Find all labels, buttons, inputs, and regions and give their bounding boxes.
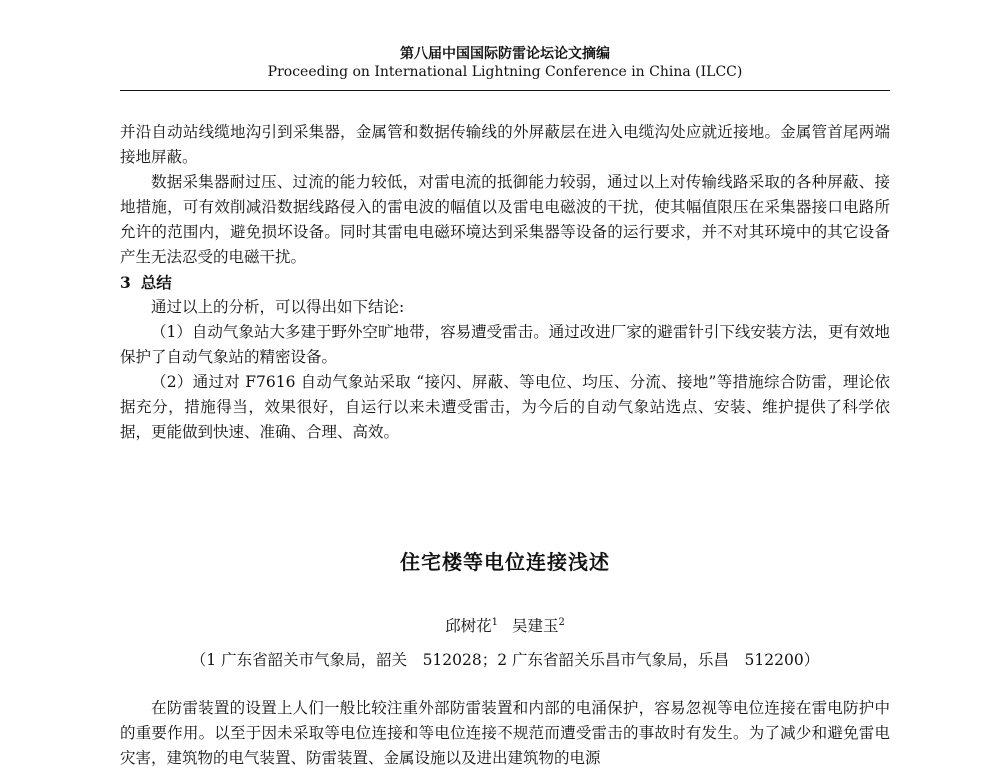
- section-title: 总结: [140, 273, 172, 292]
- header-rule: [120, 90, 890, 91]
- paragraph-continuation: 并沿自动站线缆地沟引到采集器，金属管和数据传输线的外屏蔽层在进入电缆沟处应就近接地。金属管首尾两端接地屏蔽。: [120, 123, 890, 166]
- header-title-cn: 第八届中国国际防雷论坛论文摘编: [400, 46, 610, 62]
- paragraph-conclusion-2: （2）通过对 F7616 自动气象站采取 “接闪、屏蔽、等电位、均压、分流、接地”等措施综合防雷，理论依据充分，措施得当，效果很好，自运行以来未遭受雷击，为今后的自动气象站选点、安装、维护提供了科学依据，更能做到快速、准确、合理、高效。: [120, 373, 890, 441]
- section-heading: [120, 270, 890, 295]
- author-affiliation-mark: 2: [558, 616, 565, 628]
- header-title-en: Proceeding on International Lightning Conference in China (ILCC): [267, 63, 743, 80]
- running-header: [120, 46, 890, 81]
- author-affiliation-mark: 1: [491, 616, 498, 628]
- author-name: 邱树花: [445, 617, 492, 635]
- paragraph-data-collector: 数据采集器耐过压、过流的能力较低，对雷电流的抵御能力较弱，通过以上对传输线路采取的各种屏蔽、接地措施，可有效削减沿数据线路侵入的雷电波的幅值以及雷电电磁波的干扰，使其幅值限压在采集器接口电路所允许的范围内，避免损坏设备。同时其雷电电磁环境达到采集器等设备的运行要求，并不对其环境中的其它设备产生无法忍受的电磁干扰。: [120, 173, 890, 266]
- paragraph-intro: 在防雷装置的设置上人们一般比较注重外部防雷装置和内部的电涌保护，容易忽视等电位连接在雷电防护中的重要作用。以至于因未采取等电位连接和等电位连接不规范而遭受雷击的事故时有发生。为了减少和避免雷电灾害，建筑物的电气装置、防雷装置、金属设施以及进出建筑物的电源: [120, 699, 890, 767]
- section-number: 3: [120, 273, 131, 292]
- authors-line: [120, 614, 890, 636]
- previous-article-body: [120, 120, 890, 445]
- paragraph-conclusion-1: （1）自动气象站大多建于野外空旷地带，容易遭受雷击。通过改进厂家的避雷针引下线安装方法，更有效地保护了自动气象站的精密设备。: [120, 323, 890, 366]
- affiliations: （1 广东省韶关市气象局，韶关 512028；2 广东省韶关乐昌市气象局，乐昌 512200）: [190, 651, 820, 669]
- author-name: 吴建玉: [512, 617, 559, 635]
- article-title: 住宅楼等电位连接浅述: [400, 550, 610, 574]
- paragraph-conclusion-intro: 通过以上的分析，可以得出如下结论:: [151, 298, 405, 316]
